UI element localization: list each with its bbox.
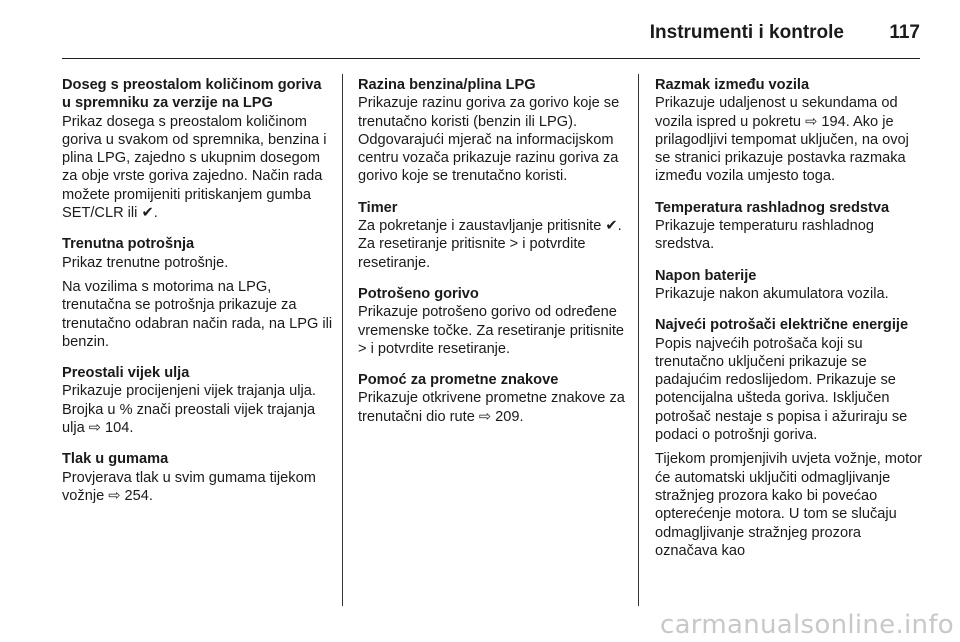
section-heading: Razmak između vozila bbox=[655, 77, 810, 93]
section-napon-baterije bbox=[655, 267, 925, 304]
section-heading: Preostali vijek ulja bbox=[62, 365, 190, 382]
page-title: Instrumenti i kontrole bbox=[649, 22, 844, 43]
section-heading: Trenutna potrošnja bbox=[62, 236, 195, 253]
page-header bbox=[62, 18, 920, 59]
section-heading: Temperatura rashladnog sredstva bbox=[655, 199, 890, 216]
section-paragraph: Za pokretanje i zaustavljanje pritisnite ✔. Za resetiranje pritisnite > i potvrdite resetiranje. bbox=[358, 218, 622, 271]
column-3 bbox=[655, 76, 925, 573]
section-potrosaci bbox=[655, 316, 925, 560]
section-paragraph: Prikazuje razinu goriva za gorivo koje se trenutačno koristi (benzin ili LPG). Odgovarajući mjerač na informacijskom centru vozača prikazuje razinu goriva za gorivo koje se trenutačno koristi. bbox=[358, 95, 620, 185]
section-paragraph: Provjerava tlak u svim gumama tijekom vožnje ⇨ 254. bbox=[62, 469, 316, 504]
section-heading: Timer bbox=[358, 199, 398, 216]
section-heading: Najveći potrošači električne energije bbox=[655, 317, 909, 334]
section-temperatura bbox=[655, 199, 925, 254]
section-heading: Razina benzina/plina LPG bbox=[358, 77, 536, 93]
page-number: 117 bbox=[889, 22, 920, 43]
section-doseg bbox=[62, 76, 334, 222]
section-trenutna-potrosnja bbox=[62, 235, 334, 351]
column-divider bbox=[342, 74, 343, 606]
column-divider bbox=[638, 74, 639, 606]
section-heading: Napon baterije bbox=[655, 267, 757, 284]
section-paragraph: Prikazuje udaljenost u sekundama od vozila ispred u pokretu ⇨ 194. Ako je prilagodljivi tempomat uključen, na ovoj se stranici prikazuje postavka razmaka između vozila umjesto toga. bbox=[655, 95, 909, 185]
section-heading: Tlak u gumama bbox=[62, 451, 169, 468]
section-potroseno-gorivo bbox=[358, 285, 628, 358]
section-prometni-znakovi bbox=[358, 371, 628, 426]
section-paragraph: Na vozilima s motorima na LPG, trenutačna se potrošnja prikazuje za trenutačno odabran način rada, na LPG ili benzin. bbox=[62, 278, 333, 350]
section-tlak-u-gumama bbox=[62, 450, 334, 505]
section-paragraph: Prikazuje potrošeno gorivo od određene vremenske točke. Za resetiranje pritisnite > i potvrdite resetiranje. bbox=[358, 304, 625, 357]
watermark-text: carmanualsonline.info bbox=[659, 610, 954, 640]
column-1 bbox=[62, 76, 334, 518]
section-razina-goriva bbox=[358, 76, 628, 186]
section-razmak-vozila bbox=[655, 76, 925, 186]
column-2 bbox=[358, 76, 628, 439]
section-paragraph: Prikazuje nakon akumulatora vozila. bbox=[655, 285, 889, 302]
section-vijek-ulja bbox=[62, 364, 334, 437]
section-paragraph: Prikazuje temperaturu rashladnog sredstva. bbox=[655, 218, 875, 253]
section-paragraph: Prikazuje procijenjeni vijek trajanja ulja. Brojka u % znači preostali vijek trajanja ulja ⇨ 104. bbox=[62, 383, 316, 437]
section-heading: Doseg s preostalom količinom goriva u spremniku za verzije na LPG bbox=[62, 77, 322, 112]
section-paragraph: Tijekom promjenjivih uvjeta vožnje, motor će automatski uključiti odmagljivanje stražnjeg prozora kako bi povećao opterećenje motora. U tom se slučaju odmagljivanje stražnjeg prozora označava kao bbox=[655, 451, 923, 559]
section-heading: Pomoć za prometne znakove bbox=[358, 372, 559, 389]
section-heading: Potrošeno gorivo bbox=[358, 285, 479, 302]
section-paragraph: Prikaz dosega s preostalom količinom goriva u svakom od spremnika, benzina i plina LPG, zajedno s ukupnim dosegom za obje vrste goriva zajedno. Način rada možete promijeniti pritiskanjem gumba SET/CLR ili ✔. bbox=[62, 113, 327, 222]
section-paragraph: Prikaz trenutne potrošnje. bbox=[62, 254, 229, 271]
section-paragraph: Popis najvećih potrošača koji su trenutačno uključeni prikazuje se padajućim redoslijedom. Prikazuje se potencijalna ušteda goriva. Isključen potrošač nestaje s popisa i ažuriraju se podaci o potrošnji goriva. bbox=[655, 335, 908, 444]
section-timer bbox=[358, 199, 628, 272]
section-paragraph: Prikazuje otkrivene prometne znakove za trenutačni dio rute ⇨ 209. bbox=[358, 390, 625, 425]
